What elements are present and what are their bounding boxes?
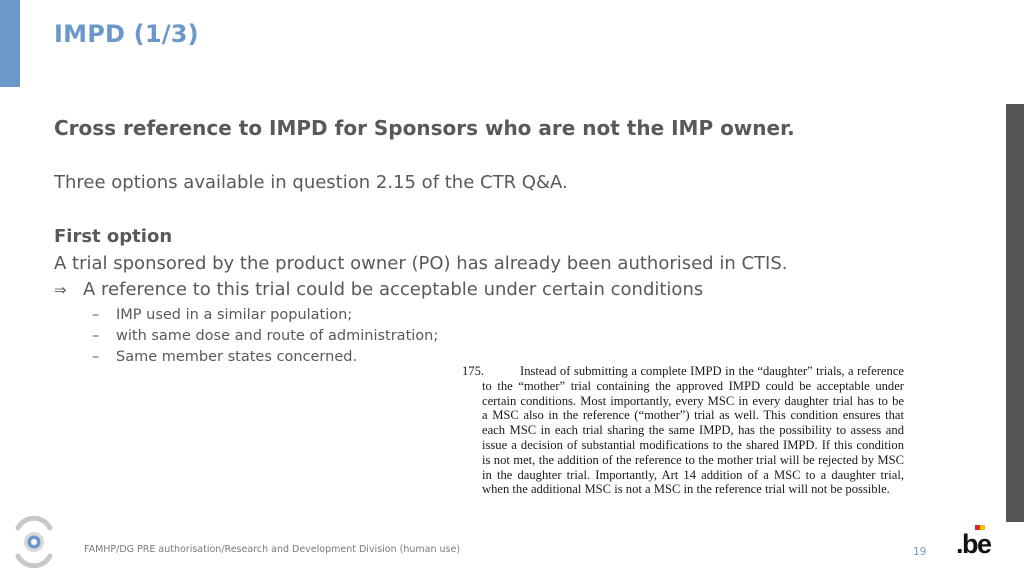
footer-text: FAMHP/DG PRE authorisation/Research and Development Division (human use): [84, 544, 461, 555]
quoted-paragraph: [462, 364, 904, 497]
quote-first-line: [462, 364, 904, 379]
quote-line: issue a decision of substantial modifications to the shared IMPD. If this condition: [482, 437, 904, 452]
list-item-text: IMP used in a similar population;: [116, 307, 353, 323]
list-item-text: Same member states concerned.: [116, 349, 358, 365]
slide-title: IMPD (1/3): [54, 20, 199, 48]
list-item: [92, 326, 438, 347]
option-text: A trial sponsored by the product owner (PO) has already been authorised in CTIS.: [54, 253, 788, 274]
quote-line: certain conditions. Most importantly, every MSC in every daughter trial has to be: [482, 393, 904, 408]
quote-line: in the daughter trial. Importantly, Art 14 addition of a MSC to a daughter trial,: [482, 467, 904, 482]
dash-bullet: –: [92, 328, 100, 344]
right-edge-bar: [1006, 104, 1024, 522]
list-item: [92, 305, 438, 326]
quote-line: to the “mother” trial containing the approved IMPD could be acceptable under: [482, 378, 904, 393]
quote-body: [462, 379, 904, 497]
page-number: 19: [913, 546, 927, 558]
implies-arrow-icon: ⇒: [54, 281, 67, 299]
be-logo-text: .be: [956, 529, 991, 557]
list-item: [92, 347, 438, 368]
arrow-bullet-text: A reference to this trial could be acceptable under certain conditions: [83, 279, 704, 300]
quote-line: a MSC also in the reference (“mother”) trial as well. This condition ensures that: [482, 408, 904, 423]
quote-line: is not met, the addition of the reference to the mother trial will be rejected by MSC: [482, 452, 904, 467]
option-title: First option: [54, 226, 173, 247]
quote-line: when the additional MSC is not a MSC in the reference trial will not be possible.: [482, 482, 890, 497]
dash-bullet: –: [92, 307, 100, 323]
slide-heading: Cross reference to IMPD for Sponsors who are not the IMP owner.: [54, 116, 795, 140]
arrow-bullet: [54, 279, 703, 300]
quote-line: Instead of submitting a complete IMPD in the “daughter” trials, a reference: [520, 364, 904, 378]
paragraph-number: 175.: [462, 364, 485, 378]
famhp-eye-logo-icon: [12, 516, 56, 568]
dash-bullet: –: [92, 349, 100, 365]
quote-line: each MSC in each trial sharing the same IMPD, has the possibility to assess and: [482, 423, 904, 438]
title-accent-bar: [0, 0, 20, 87]
list-item-text: with same dose and route of administration;: [116, 328, 439, 344]
intro-text: Three options available in question 2.15 of the CTR Q&A.: [54, 172, 568, 193]
condition-list: [92, 305, 438, 368]
belgium-be-logo-icon: [956, 525, 998, 557]
